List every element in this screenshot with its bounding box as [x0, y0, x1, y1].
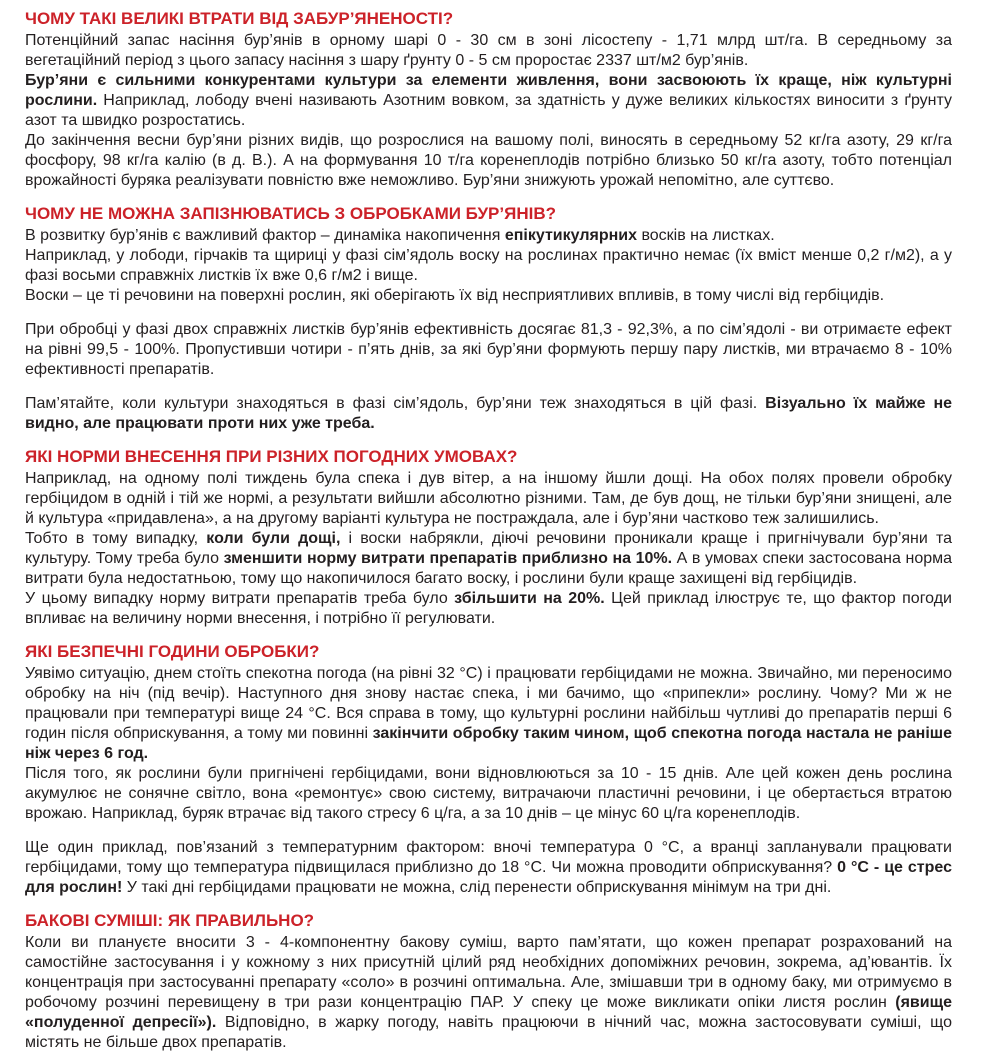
paragraph: [25, 764, 952, 824]
section-heading: ЧОМУ ТАКІ ВЕЛИКІ ВТРАТИ ВІД ЗАБУР’ЯНЕНОСТІ?: [25, 9, 454, 28]
text-run: Воски – це ті речовини на поверхні рослин, які оберігають їх від несприятливих впливів, в тому числі від гербіцидів.: [25, 287, 885, 304]
paragraph: [25, 589, 952, 629]
text-run-bold: збільшити на 20%.: [454, 590, 605, 607]
text-run: Після того, як рослини були пригнічені гербіцидами, вони відновлюються за 10 - 15 днів. Але цей кожен день рослина акумулює не сонячне світло, вона «ремонтує» свою систему, витрачаючи пластичні речовини, і це обертається втратою врожаю. Наприклад, буряк втрачає від такого стресу 6 ц/га, а за 10 днів – це мінус 60 ц/га коренеплодів.: [25, 765, 952, 822]
section: [25, 204, 952, 434]
section: [25, 642, 952, 898]
text-run-bold: зменшити норму витрати препаратів приблизно на 10%.: [223, 550, 673, 567]
text-run-bold: закінчити обробку таким чином, щоб спекотна погода настала не раніше ніж через 6 год.: [25, 725, 953, 762]
text-run: У цьому випадку норму витрати препаратів треба було: [25, 590, 455, 607]
document-body: [25, 9, 952, 1053]
paragraph: [25, 933, 952, 1053]
paragraph: [25, 71, 952, 131]
section: [25, 911, 952, 1053]
section: [25, 447, 952, 629]
text-run: В розвитку бур’янів є важливий фактор – динаміка накопичення: [25, 227, 505, 244]
text-run: Тобто в тому випадку,: [25, 530, 207, 547]
text-run-bold: коли були дощі,: [206, 530, 341, 547]
paragraph: [25, 394, 952, 434]
paragraph: [25, 469, 952, 529]
section-heading: БАКОВІ СУМІШІ: ЯК ПРАВИЛЬНО?: [25, 911, 315, 930]
text-run: Наприклад, у лободи, гірчаків та щириці у фазі сім’ядоль воску на рослинах практично немає (їх вміст менше 0,2 г/м2), а у фазі восьми справжніх листків їх вже 0,6 г/м2 і вище.: [25, 247, 952, 284]
text-run: Цей приклад ілюструє те, що фактор погоди впливає на величину норми внесення, і потрібно її регулювати.: [25, 590, 952, 627]
section-heading: ЯКІ БЕЗПЕЧНІ ГОДИНИ ОБРОБКИ?: [25, 642, 320, 661]
text-run: Уявімо ситуацію, днем стоїть спекотна погода (на рівні 32 °С) і працювати гербіцидами не можна. Звичайно, ми переносимо обробку на ніч (під вечір). Наступного дня знову настає спека, і ми бачимо, що «припекли» рослину. Чому? Ми ж не працювали при температурі вище 24 °С. Вся справа в тому, що культурні рослини найбільш чутливі до препаратів перші 6 годин після обприскування, а тому ми повинні: [25, 665, 952, 742]
paragraph: [25, 838, 952, 898]
section-heading: ЧОМУ НЕ МОЖНА ЗАПІЗНЮВАТИСЬ З ОБРОБКАМИ БУР’ЯНІВ?: [25, 204, 556, 223]
text-run: Потенційний запас насіння бур’янів в орному шарі 0 - 30 см в зоні лісостепу - 1,71 млрд шт/га. В середньому за вегетаційний період з цього запасу насіння з шару ґрунту 0 - 5 см проростає 2337 шт/м2 бур’янів.: [25, 32, 952, 69]
text-run: Наприклад, лободу вчені називають Азотним вовком, за здатність у дуже великих кількостях виносити з ґрунту азот та швидко розростатись.: [25, 92, 952, 129]
text-run: А в умовах спеки застосована норма витрати була недостатньою, тому що накопичилося багато воску, і рослини були краще захищені від гербіцидів.: [25, 550, 953, 587]
text-run-bold: 0 °С - це стрес для рослин!: [25, 859, 953, 896]
text-run: Наприклад, на одному полі тиждень була спека і дув вітер, а на іншому йшли дощі. На обох полях провели обробку гербіцидом в одній і тій же нормі, а результати вийшли абсолютно різними. Там, де був дощ, не тільки бур’яни знищені, але й культура «придавлена», а на другому варіанті культура не постраждала, але і бур’яни частково теж залишились.: [25, 470, 952, 527]
text-run: При обробці у фазі двох справжніх листків бур’янів ефективність досягає 81,3 - 92,3%, а по сім’ядолі - ви отримаєте ефект на рівні 99,5 - 100%. Пропустивши чотири - п’ять днів, за які бур’яни формують першу пару листків, ми втрачаємо 8 - 10% ефективності препаратів.: [25, 321, 952, 378]
text-run: Ще один приклад, пов’язаний з температурним фактором: вночі температура 0 °С, а вранці запланували працювати гербіцидами, тому що температура підвищилася приблизно до 18 °С. Чи можна проводити обприскування?: [25, 839, 952, 876]
text-run-bold: Бур’яни є сильними конкурентами культури за елементи живлення, вони засвоюють їх краще, ніж культурні рослини.: [25, 72, 952, 109]
text-run: восків на листках.: [637, 227, 775, 244]
section: [25, 9, 952, 191]
text-run-bold: епікутикулярних: [504, 227, 637, 244]
section-heading: ЯКІ НОРМИ ВНЕСЕННЯ ПРИ РІЗНИХ ПОГОДНИХ УМОВАХ?: [25, 447, 518, 466]
text-run-bold: Візуально їх майже не видно, але працювати проти них уже треба.: [25, 395, 953, 432]
paragraph: [25, 286, 952, 306]
paragraph: [25, 246, 952, 286]
paragraph: [25, 131, 952, 191]
paragraph: [25, 31, 952, 71]
paragraph: [25, 664, 952, 764]
text-run: Коли ви плануєте вносити 3 - 4-компонентну бакову суміш, варто пам’ятати, що кожен препарат розрахований на самостійне застосування і у кожному з них присутній цілий ряд необхідних допоміжних речовин, зокрема, ад’ювантів. Їх концентрація при застосуванні препарату «соло» в розчині оптимальна. Але, змішавши три в одному баку, ми отримуємо в робочому розчині перевищену в три рази концентрацію ПАР. У спеку це може викликати опіки листя рослин: [25, 934, 952, 1011]
text-run-bold: (явище «полуденної депресії»).: [25, 994, 952, 1031]
paragraph: [25, 226, 952, 246]
text-run: У такі дні гербіцидами працювати не можна, слід перенести обприскування мінімум на три дні.: [122, 879, 832, 896]
text-run: Пам’ятайте, коли культури знаходяться в фазі сім’ядоль, бур’яни теж знаходяться в цій фазі.: [25, 395, 766, 412]
paragraph: [25, 320, 952, 380]
text-run: і воски набрякли, діючі речовини проникали краще і пригнічували бур’яни та культуру. Тому треба було: [25, 530, 953, 567]
paragraph: [25, 529, 952, 589]
text-run: Відповідно, в жарку погоду, навіть працюючи в нічний час, можна застосовувати суміші, що містять не більше двох препаратів.: [25, 1014, 952, 1051]
text-run: До закінчення весни бур’яни різних видів, що розрослися на вашому полі, виносять в середньому 52 кг/га азоту, 29 кг/га фосфору, 98 кг/га калію (в д. В.). А на формування 10 т/га коренеплодів потрібно близько 50 кг/га азоту, тобто потенціал врожайності буряка реалізувати повністю вже неможливо. Бур’яни знижують урожай непомітно, але суттєво.: [25, 132, 952, 189]
